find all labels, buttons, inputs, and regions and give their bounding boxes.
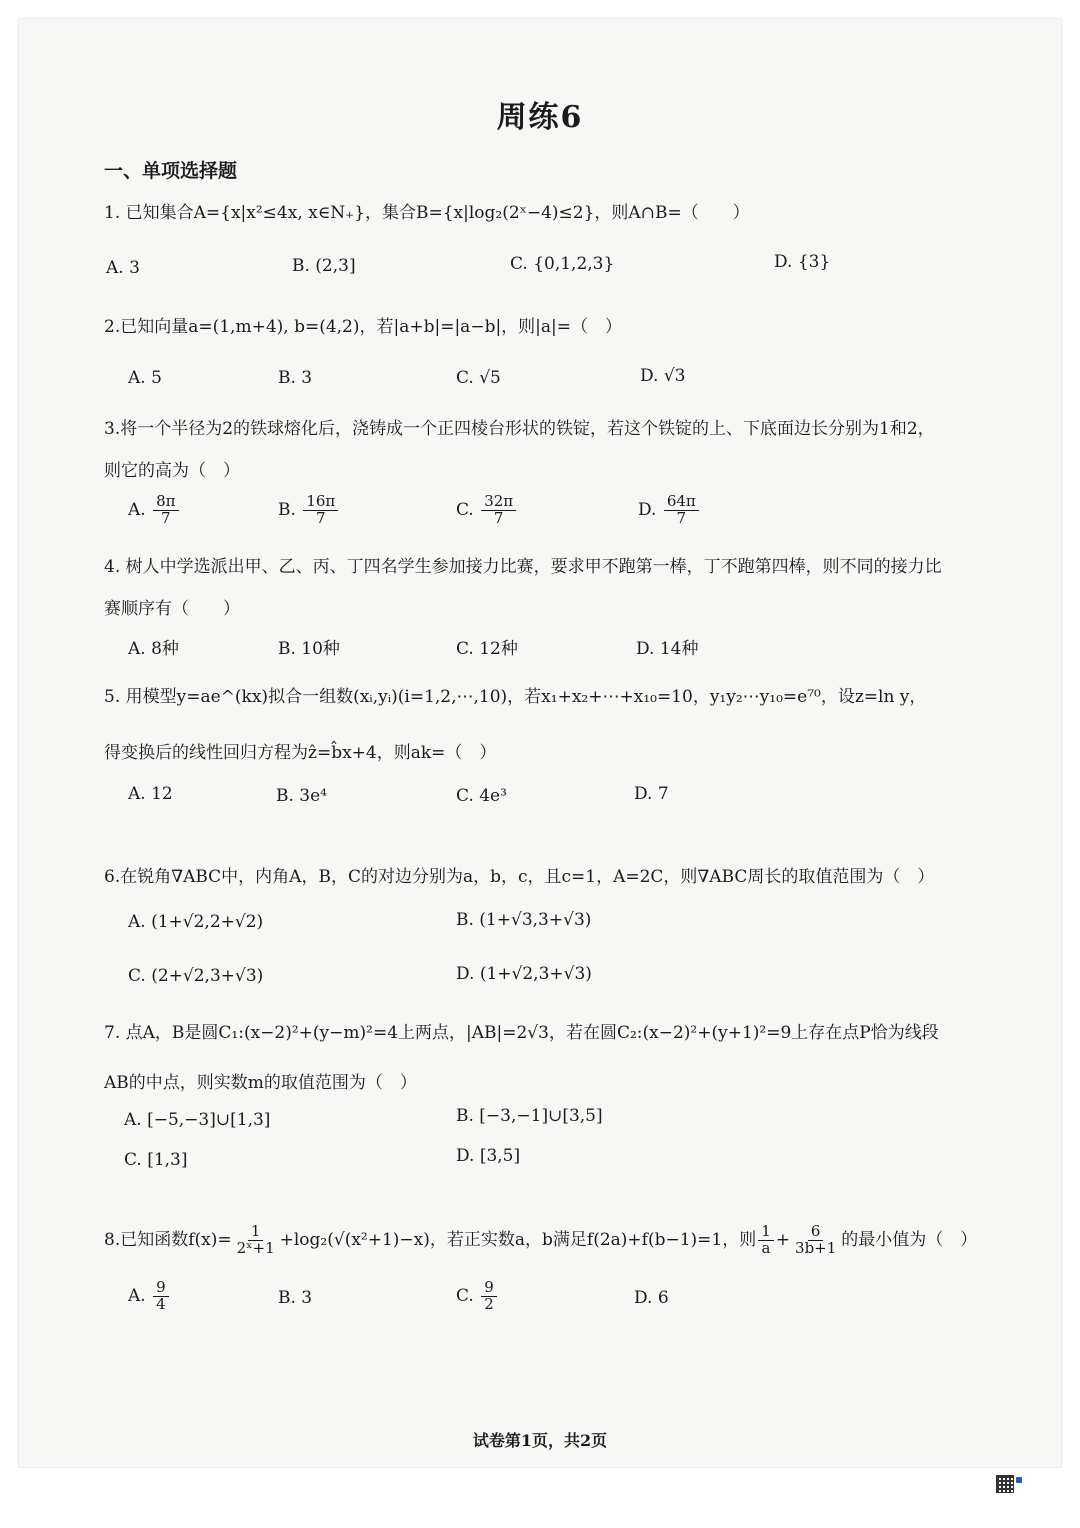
question-2-option-d: D. √3 (640, 366, 686, 386)
question-5-line-1: 5. 用模型y=ae^(kx)拟合一组数(xᵢ,yᵢ)(i=1,2,⋯,10)，若x₁+x₂+⋯+x₁₀=10，y₁y₂⋯y₁₀=e⁷⁰，设z=ln y， (104, 687, 927, 707)
question-4-option-b: B. 10种 (278, 639, 340, 659)
option-fraction (481, 494, 516, 527)
question-6-option-c: C. (2+√2,3+√3) (128, 966, 264, 986)
question-7-option-c: C. [1,3] (124, 1150, 188, 1170)
question-8-option-c (456, 1280, 499, 1313)
option-label: C. (456, 499, 474, 520)
question-6-option-d: D. (1+√2,3+√3) (456, 964, 592, 984)
question-8-stem (104, 1224, 977, 1257)
term-fraction (792, 1224, 839, 1257)
question-3-line-1: 3.将一个半径为2的铁球熔化后，浇铸成一个正四棱台形状的铁锭，若这个铁锭的上、下底面边长分别为1和2， (104, 419, 935, 439)
question-1-stem: 1. 已知集合A={x|x²≤4x, x∈N₊}，集合B={x|log₂(2ˣ−4)≤2}，则A∩B=（ ） (104, 203, 750, 223)
question-4-option-a: A. 8种 (128, 639, 179, 659)
page-footer: 试卷第1页，共2页 (472, 1431, 608, 1450)
question-6-stem: 6.在锐角∇ABC中，内角A，B，C的对边分别为a，b，c，且c=1，A=2C，则∇ABC周长的取值范围为（ ） (104, 867, 935, 887)
option-fraction (303, 494, 338, 527)
question-1-option-d: D. {3} (774, 252, 831, 272)
denominator: 2 (484, 1294, 494, 1313)
stem-text: 8.已知函数f(x)= (104, 1229, 232, 1250)
question-7-line-2: AB的中点，则实数m的取值范围为（ ） (104, 1073, 417, 1093)
numerator: 8π (153, 494, 178, 511)
question-4-option-d: D. 14种 (636, 639, 699, 659)
denominator: 7 (161, 508, 171, 527)
question-5-option-d: D. 7 (634, 784, 669, 804)
question-3-option-d (638, 494, 701, 527)
question-2-option-a: A. 5 (128, 368, 162, 388)
section-heading: 一、单项选择题 (104, 160, 238, 182)
numerator: 9 (153, 1280, 169, 1297)
question-8-option-d: D. 6 (634, 1288, 669, 1308)
option-fraction (664, 494, 699, 527)
question-7-option-b: B. [−3,−1]∪[3,5] (456, 1106, 603, 1126)
question-7-option-d: D. [3,5] (456, 1146, 521, 1166)
stem-text: 的最小值为（ ） (841, 1229, 978, 1250)
denominator: 4 (156, 1294, 166, 1313)
question-1-option-a: A. 3 (106, 258, 140, 278)
option-label: B. (278, 499, 296, 520)
option-label: A. (128, 499, 146, 520)
question-5-option-b: B. 3e⁴ (276, 786, 327, 806)
question-2-stem: 2.已知向量a=(1,m+4), b=(4,2)，若|a+b|=|a−b|，则|a|=（ ） (104, 317, 623, 337)
denominator: a (761, 1238, 771, 1257)
function-fraction (234, 1224, 278, 1257)
denominator: 7 (493, 508, 504, 527)
question-1-option-b: B. (2,3] (292, 256, 356, 276)
option-label: D. (638, 499, 657, 520)
question-4-line-1: 4. 树人中学选派出甲、乙、丙、丁四名学生参加接力比赛，要求甲不跑第一棒，丁不跑第四棒，则不同的接力比 (104, 557, 942, 577)
option-fraction (481, 1280, 497, 1313)
term-fraction (758, 1224, 774, 1257)
option-fraction (153, 1280, 169, 1313)
qr-code-icon (996, 1475, 1014, 1493)
question-8-option-a (128, 1280, 171, 1313)
question-3-option-a (128, 494, 181, 527)
question-8-option-b: B. 3 (278, 1288, 313, 1308)
numerator: 1 (758, 1224, 774, 1241)
question-5-option-c: C. 4e³ (456, 786, 507, 806)
denominator: 3b+1 (795, 1238, 837, 1257)
numerator: 32π (481, 494, 516, 511)
numerator: 16π (303, 494, 338, 511)
question-7-line-1: 7. 点A，B是圆C₁:(x−2)²+(y−m)²=4上两点，|AB|=2√3，若在圆C₂:(x−2)²+(y+1)²=9上存在点P恰为线段 (104, 1023, 939, 1043)
denominator: 2ˣ+1 (236, 1238, 275, 1257)
question-2-option-c: C. √5 (456, 368, 501, 388)
question-4-line-2: 赛顺序有（ ） (104, 599, 240, 619)
question-3-option-c (456, 494, 518, 527)
numerator: 9 (481, 1280, 497, 1297)
question-4-option-c: C. 12种 (456, 639, 518, 659)
question-3-line-2: 则它的高为（ ） (104, 461, 240, 481)
denominator: 7 (316, 508, 326, 527)
question-2-option-b: B. 3 (278, 368, 313, 388)
question-5-option-a: A. 12 (128, 784, 173, 804)
denominator: 7 (676, 508, 687, 527)
question-7-option-a: A. [−5,−3]∪[1,3] (124, 1110, 271, 1130)
question-5-line-2: 得变换后的线性回归方程为ẑ=b̂x+4，则ak=（ ） (104, 743, 497, 763)
question-3-option-b (278, 494, 340, 527)
numerator: 6 (808, 1224, 824, 1241)
question-1-option-c: C. {0,1,2,3} (510, 254, 615, 274)
stem-text: +log₂(√(x²+1)−x)，若正实数a，b满足f(2a)+f(b−1)=1，则 (279, 1229, 757, 1250)
plus-sign: + (775, 1229, 791, 1250)
numerator: 64π (664, 494, 699, 511)
page-title: 周练6 (496, 100, 584, 135)
numerator: 1 (248, 1224, 264, 1241)
question-6-option-a: A. (1+√2,2+√2) (128, 912, 264, 932)
option-label: C. (456, 1285, 474, 1306)
option-label: A. (128, 1285, 146, 1306)
question-6-option-b: B. (1+√3,3+√3) (456, 910, 592, 930)
scanner-watermark (1016, 1476, 1022, 1484)
option-fraction (153, 494, 178, 527)
scanner-logo-icon (1016, 1477, 1022, 1483)
